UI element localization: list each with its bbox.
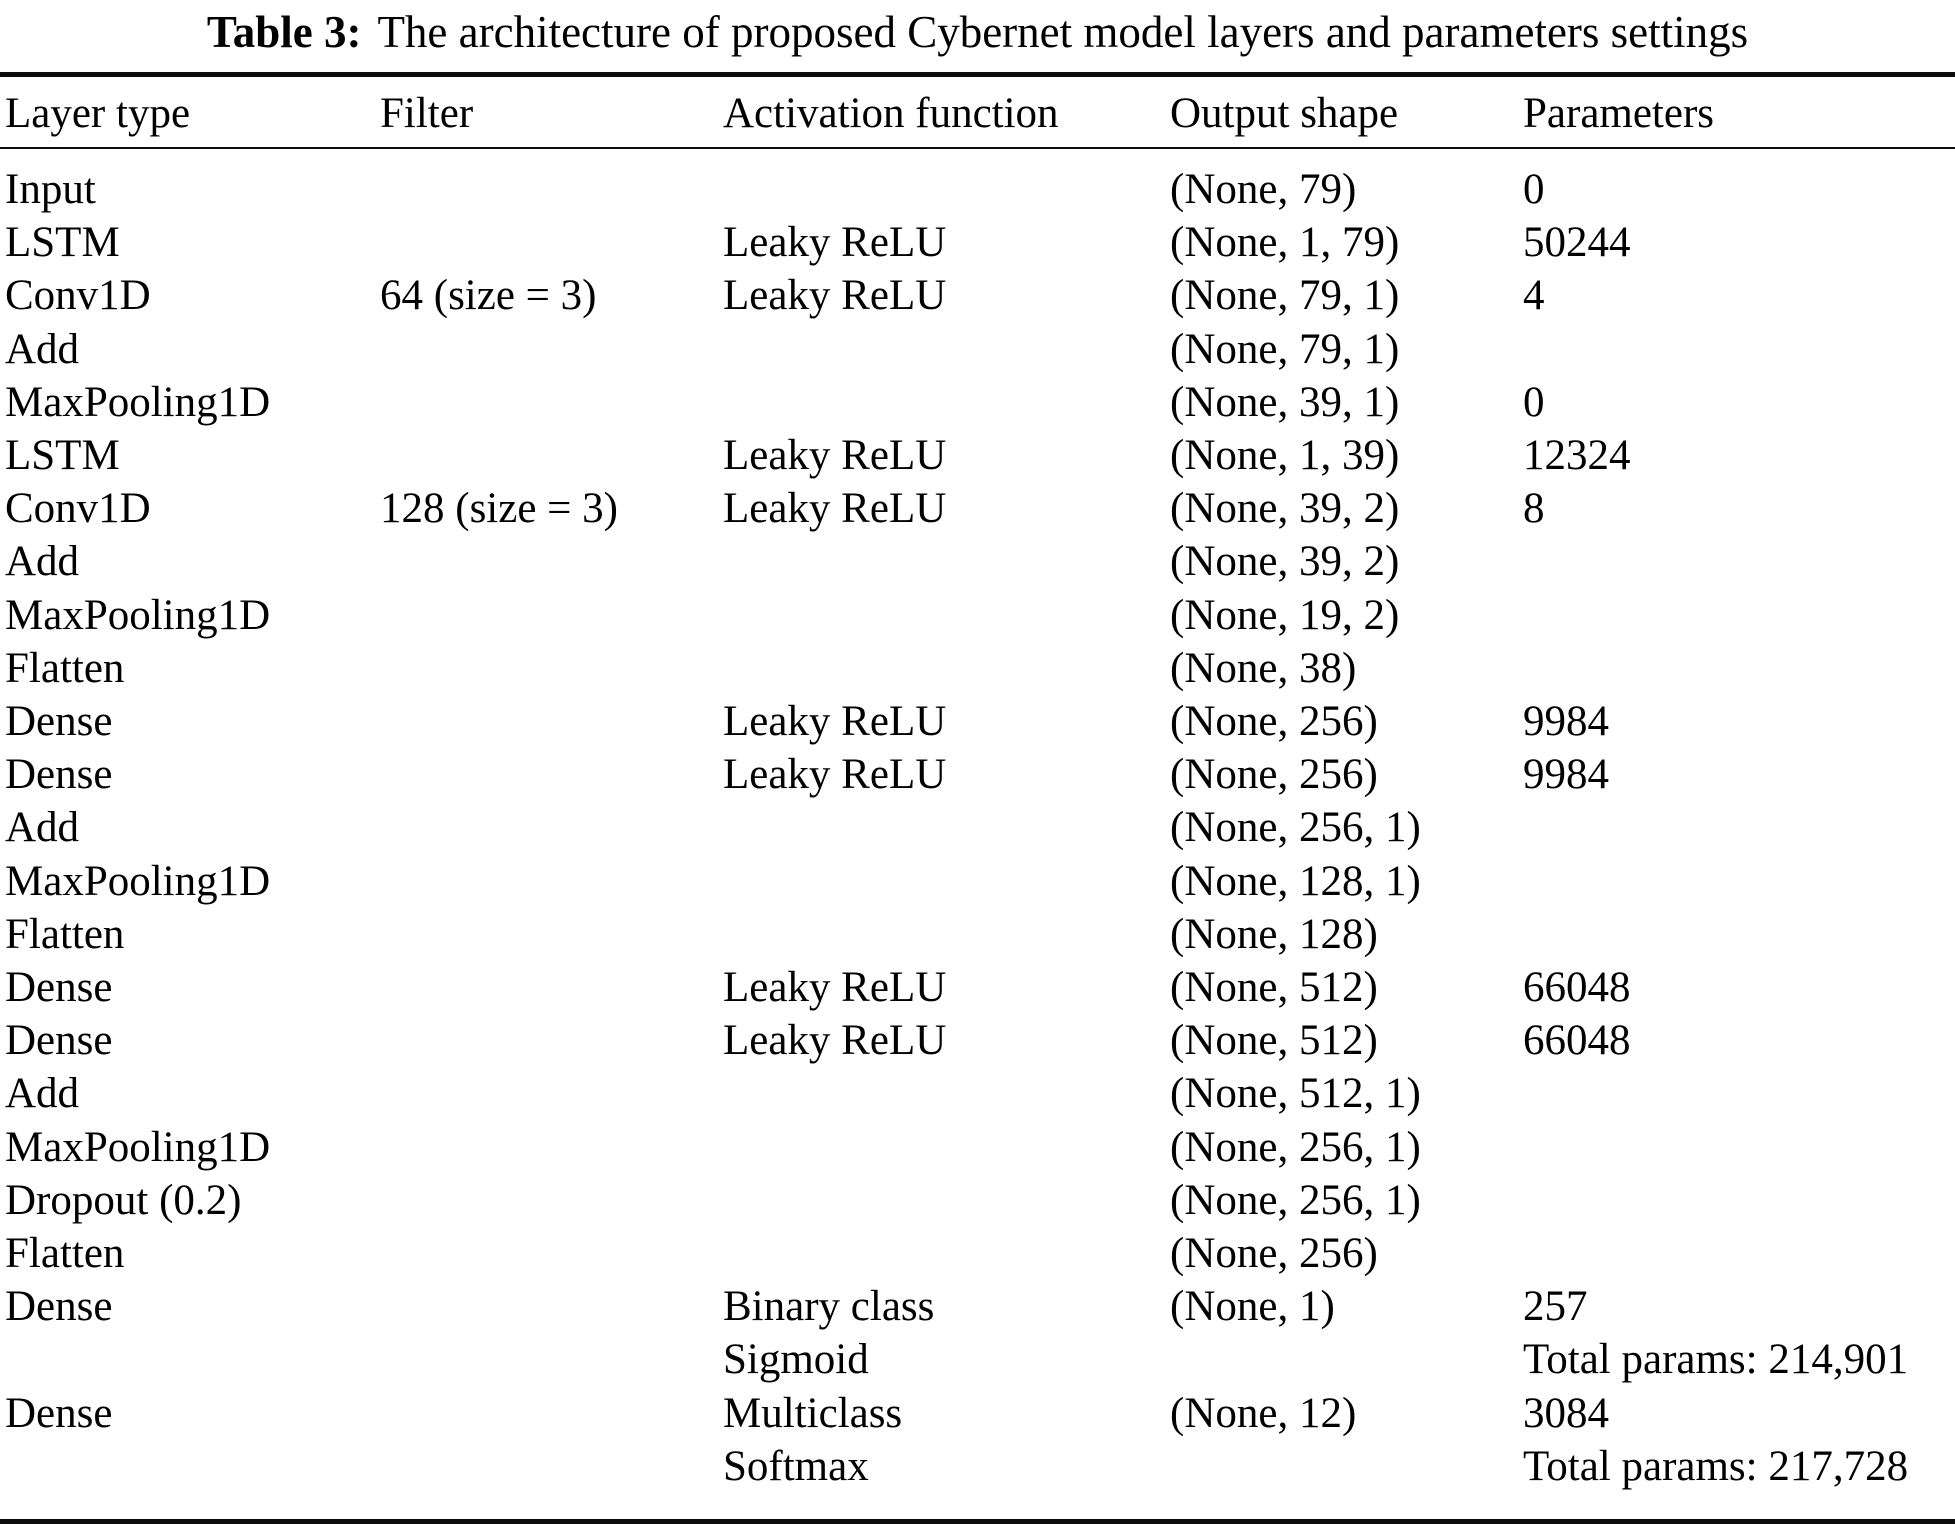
cell-parameters (1523, 1174, 1955, 1227)
cell-output-shape: (None, 256) (1170, 751, 1378, 799)
cell-filter (380, 535, 723, 588)
architecture-table (0, 77, 1955, 1519)
cell-activation-function (723, 535, 1170, 588)
cell-output-shape: (None, 1) (1170, 1283, 1335, 1331)
cell-activation-function: Leaky ReLU (723, 698, 947, 746)
cell-output-shape: (None, 39, 2) (1170, 538, 1400, 586)
cell-output-shape: (None, 256) (1170, 698, 1378, 746)
table-row (0, 1440, 1955, 1519)
column-header-output-shape: Output shape (1170, 77, 1523, 148)
cell-activation-function (723, 148, 1170, 216)
cell-filter (380, 1067, 723, 1120)
cell-parameters: Total params: 214,901 (1523, 1336, 1909, 1384)
cell-activation-function (723, 1174, 1170, 1227)
cell-layer-type: Dropout (0.2) (5, 1176, 242, 1224)
column-header-activation-function: Activation function (723, 77, 1170, 148)
cell-activation-function (723, 1227, 1170, 1280)
cell-layer-type: Add (5, 1070, 80, 1118)
cell-output-shape: (None, 38) (1170, 644, 1357, 692)
cell-layer-type: Add (5, 538, 80, 586)
table-header (0, 77, 1955, 148)
cell-parameters (1523, 1121, 1955, 1174)
cell-filter: 128 (size = 3) (380, 485, 618, 533)
cell-output-shape: (None, 39, 1) (1170, 378, 1400, 426)
cell-output-shape: (None, 256, 1) (1170, 1176, 1421, 1224)
cell-activation-function: Leaky ReLU (723, 432, 947, 480)
cell-output-shape: (None, 256, 1) (1170, 1123, 1421, 1171)
cell-filter (380, 323, 723, 376)
cell-parameters (1523, 801, 1955, 854)
cell-layer-type: Flatten (5, 644, 125, 692)
cell-output-shape: (None, 39, 2) (1170, 485, 1400, 533)
cell-activation-function: Leaky ReLU (723, 964, 947, 1012)
cell-parameters: 4 (1523, 272, 1545, 320)
cell-activation-function (723, 855, 1170, 908)
table-row (0, 748, 1955, 801)
table-row (0, 269, 1955, 322)
cell-activation-function (723, 801, 1170, 854)
cell-activation-function (723, 1121, 1170, 1174)
cell-filter (380, 1333, 723, 1386)
cell-filter (380, 1227, 723, 1280)
cell-parameters: 0 (1523, 378, 1545, 426)
cell-parameters (1523, 855, 1955, 908)
table-row (0, 376, 1955, 429)
cell-filter (380, 748, 723, 801)
cell-filter: 64 (size = 3) (380, 272, 597, 320)
table-row (0, 1333, 1955, 1386)
cell-output-shape: (None, 256, 1) (1170, 804, 1421, 852)
cell-filter (380, 908, 723, 961)
cell-activation-function: Leaky ReLU (723, 219, 947, 267)
cell-layer-type: Dense (5, 1389, 113, 1437)
cell-parameters (1523, 1227, 1955, 1280)
table-row (0, 429, 1955, 482)
cell-filter (380, 216, 723, 269)
cell-filter (380, 376, 723, 429)
cell-parameters: 12324 (1523, 432, 1631, 480)
cell-filter (380, 1174, 723, 1227)
table-row (0, 535, 1955, 588)
table-bottom-rule (0, 1519, 1955, 1524)
cell-parameters: 66048 (1523, 1017, 1631, 1065)
cell-activation-function (723, 908, 1170, 961)
cell-layer-type: Dense (5, 964, 113, 1012)
cell-output-shape: (None, 512, 1) (1170, 1070, 1421, 1118)
cell-layer-type (0, 1333, 380, 1386)
cell-filter (380, 642, 723, 695)
cell-layer-type: Dense (5, 1017, 113, 1065)
table-row (0, 961, 1955, 1014)
cell-output-shape: (None, 79) (1170, 166, 1357, 213)
cell-output-shape: (None, 256) (1170, 1230, 1378, 1278)
cell-activation-function (723, 1067, 1170, 1120)
table-row (0, 801, 1955, 854)
cell-layer-type: Dense (5, 751, 113, 799)
cell-layer-type: Dense (5, 698, 113, 746)
cell-filter (380, 961, 723, 1014)
table-caption-label: Table 3: (206, 7, 362, 57)
cell-filter (380, 1440, 723, 1519)
cell-layer-type: LSTM (5, 432, 120, 480)
cell-parameters (1523, 323, 1955, 376)
cell-filter (380, 855, 723, 908)
table-row (0, 1387, 1955, 1440)
cell-layer-type: Add (5, 804, 80, 852)
cell-layer-type: Flatten (5, 910, 125, 958)
cell-parameters (1523, 589, 1955, 642)
cell-layer-type: MaxPooling1D (5, 1123, 271, 1171)
column-header-parameters: Parameters (1523, 77, 1955, 148)
cell-parameters: 66048 (1523, 964, 1631, 1012)
cell-layer-type: Add (5, 325, 80, 373)
table-row (0, 695, 1955, 748)
cell-activation-function: Leaky ReLU (723, 272, 947, 320)
cell-output-shape: (None, 19, 2) (1170, 591, 1400, 639)
table-body (0, 148, 1955, 1519)
table-caption-text: The architecture of proposed Cybernet model layers and parameters settings (377, 7, 1749, 57)
cell-layer-type: MaxPooling1D (5, 378, 271, 426)
cell-parameters: Total params: 217,728 (1523, 1442, 1909, 1490)
cell-activation-function (723, 642, 1170, 695)
table-row (0, 1174, 1955, 1227)
cell-activation-function (723, 376, 1170, 429)
cell-filter (380, 429, 723, 482)
cell-parameters (1523, 1067, 1955, 1120)
table-row (0, 642, 1955, 695)
column-header-filter: Filter (380, 77, 723, 148)
table-row (0, 1280, 1955, 1333)
cell-layer-type: Flatten (5, 1230, 125, 1278)
cell-filter (380, 1121, 723, 1174)
cell-activation-function (723, 323, 1170, 376)
cell-parameters: 3084 (1523, 1389, 1609, 1437)
cell-output-shape: (None, 1, 39) (1170, 432, 1400, 480)
table-row (0, 1227, 1955, 1280)
cell-layer-type: MaxPooling1D (5, 591, 271, 639)
cell-filter (380, 148, 723, 216)
cell-parameters (1523, 535, 1955, 588)
cell-layer-type: Conv1D (5, 272, 151, 320)
cell-parameters: 9984 (1523, 698, 1609, 746)
cell-filter (380, 695, 723, 748)
cell-output-shape: (None, 128, 1) (1170, 857, 1421, 905)
table-row (0, 216, 1955, 269)
table-row (0, 589, 1955, 642)
cell-parameters (1523, 908, 1955, 961)
cell-layer-type: MaxPooling1D (5, 857, 271, 905)
column-header-layer-type: Layer type (0, 77, 380, 148)
table-header-row (0, 77, 1955, 148)
cell-filter (380, 1387, 723, 1440)
cell-output-shape: (None, 79, 1) (1170, 325, 1400, 373)
cell-output-shape: (None, 128) (1170, 910, 1378, 958)
cell-parameters: 0 (1523, 166, 1545, 213)
table-row (0, 482, 1955, 535)
cell-output-shape (1170, 1333, 1523, 1386)
cell-parameters: 50244 (1523, 219, 1631, 267)
table-row (0, 855, 1955, 908)
cell-output-shape: (None, 12) (1170, 1389, 1357, 1437)
cell-layer-type: Input (5, 166, 96, 213)
cell-activation-function: Multiclass (723, 1389, 903, 1437)
cell-activation-function: Softmax (723, 1442, 869, 1490)
cell-parameters: 257 (1523, 1283, 1588, 1331)
cell-output-shape: (None, 512) (1170, 964, 1378, 1012)
cell-parameters (1523, 642, 1955, 695)
table-row (0, 148, 1955, 216)
cell-layer-type: Conv1D (5, 485, 151, 533)
cell-parameters: 8 (1523, 485, 1545, 533)
cell-layer-type: LSTM (5, 219, 120, 267)
cell-filter (380, 589, 723, 642)
cell-filter (380, 801, 723, 854)
cell-parameters: 9984 (1523, 751, 1609, 799)
cell-output-shape: (None, 1, 79) (1170, 219, 1400, 267)
cell-output-shape: (None, 512) (1170, 1017, 1378, 1065)
cell-activation-function: Leaky ReLU (723, 751, 947, 799)
table-row (0, 908, 1955, 961)
cell-activation-function: Binary class (723, 1283, 935, 1331)
table-row (0, 323, 1955, 376)
table-row (0, 1067, 1955, 1120)
table-row (0, 1121, 1955, 1174)
cell-activation-function: Sigmoid (723, 1336, 869, 1384)
cell-layer-type (0, 1440, 380, 1519)
cell-filter (380, 1280, 723, 1333)
cell-activation-function: Leaky ReLU (723, 485, 947, 533)
cell-filter (380, 1014, 723, 1067)
table-caption (0, 0, 1955, 59)
cell-output-shape: (None, 79, 1) (1170, 272, 1400, 320)
cell-activation-function (723, 589, 1170, 642)
cell-layer-type: Dense (5, 1283, 113, 1331)
cell-activation-function: Leaky ReLU (723, 1017, 947, 1065)
cell-output-shape (1170, 1440, 1523, 1519)
table-row (0, 1014, 1955, 1067)
